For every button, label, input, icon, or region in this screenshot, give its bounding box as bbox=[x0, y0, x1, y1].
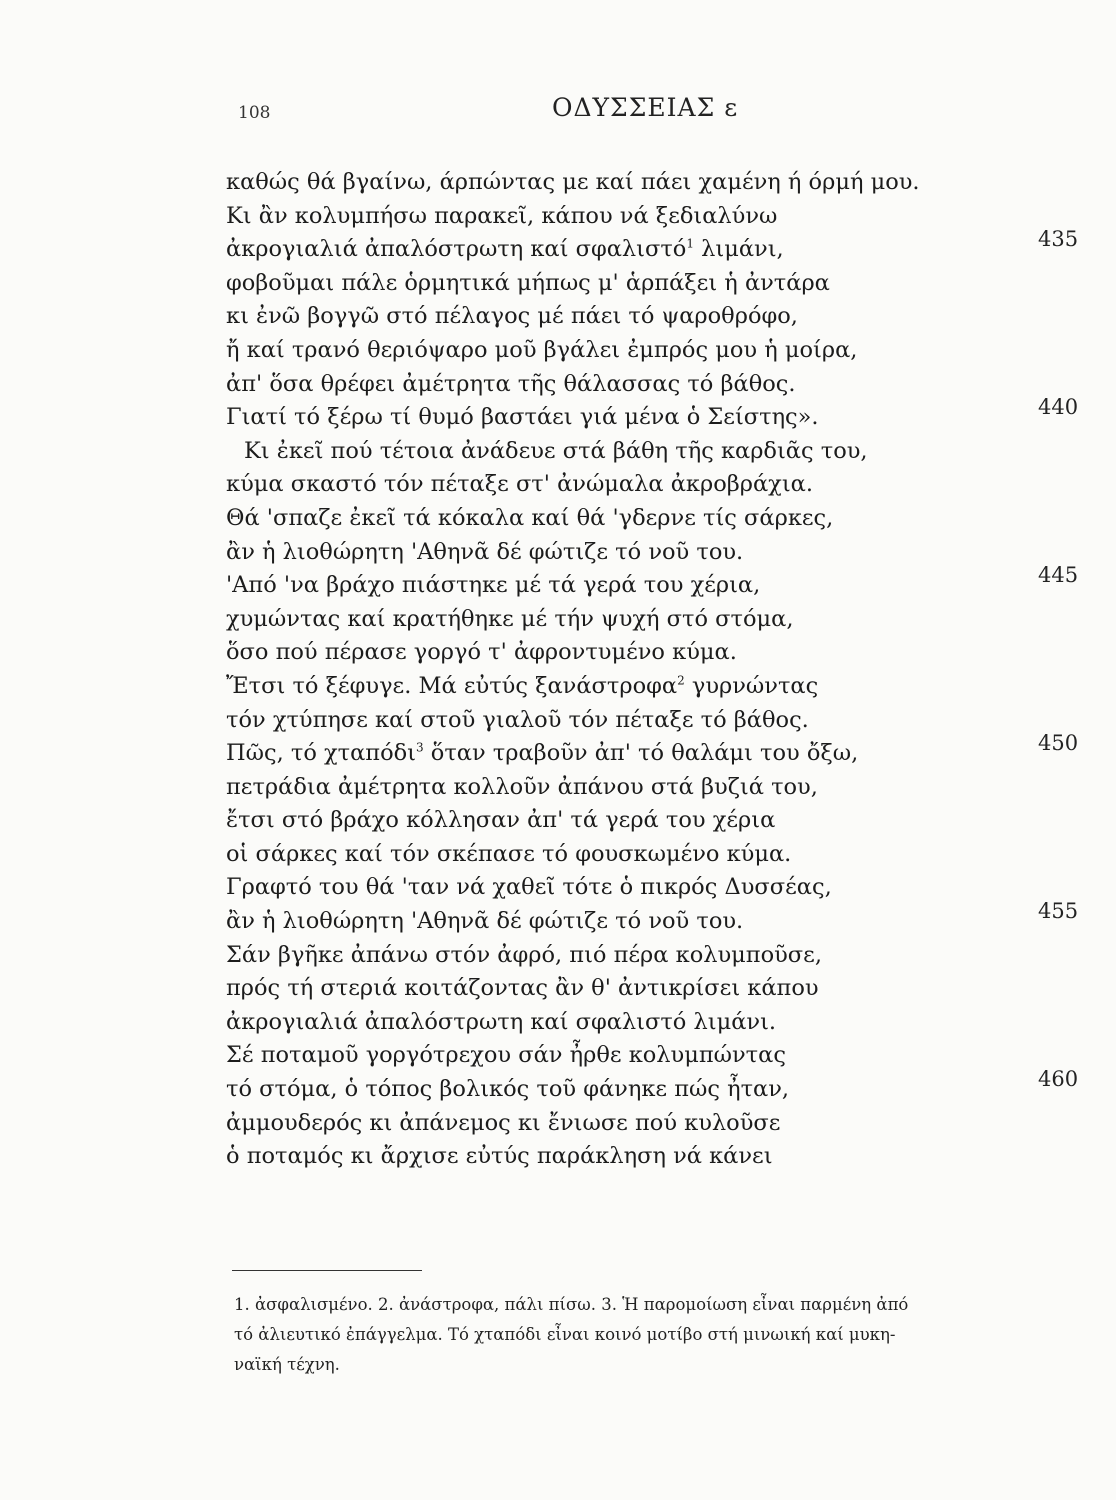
verse-number: 435 bbox=[1038, 227, 1079, 252]
verse-main: ὅσο πού πέρασε γοργό τ' ἀφροντυμένο κύμα. bbox=[226, 639, 737, 666]
verse-line bbox=[226, 200, 1106, 234]
verse-main: ἂν ἡ λιοθώρητη 'Αθηνᾶ δέ φώτιζε τό νοῦ του. bbox=[226, 908, 744, 935]
verse-line bbox=[226, 166, 1106, 200]
verse-line bbox=[226, 636, 1106, 670]
verse-text bbox=[226, 371, 796, 397]
verse-continuation: ὅταν τραβοῦν ἀπ' τό θαλάμι του ὄξω, bbox=[423, 740, 859, 767]
verse-main: οἱ σάρκες καί τόν σκέπασε τό φουσκωμένο κύμα. bbox=[226, 840, 792, 867]
verse-main: Κι ἐκεῖ πού τέτοια ἀνάδευε στά βάθη τῆς καρδιᾶς του, bbox=[244, 437, 868, 464]
verse-text bbox=[226, 1009, 776, 1035]
verse-line bbox=[226, 731, 1106, 771]
verse-main: τό στόμα, ὁ τόπος βολικός τοῦ φάνηκε πώς ἦταν, bbox=[226, 1076, 790, 1103]
verse-main: ἀμμουδερός κι ἀπάνεμος κι ἔνιωσε πού κυλοῦσε bbox=[226, 1109, 781, 1136]
verse-text bbox=[226, 572, 760, 598]
verse-line bbox=[226, 300, 1106, 334]
verse-line bbox=[226, 804, 1106, 838]
verse-text bbox=[226, 505, 833, 531]
verse-text bbox=[226, 404, 819, 430]
footnote-line: ναϊκή τέχνη. bbox=[234, 1355, 340, 1374]
verse-main: ἀπ' ὅσα θρέφει ἀμέτρητα τῆς θάλασσας τό βάθος. bbox=[226, 370, 796, 397]
verse-text bbox=[226, 841, 791, 867]
verse-text bbox=[226, 169, 920, 195]
verse-main: Πῶς, τό χταπόδι bbox=[226, 740, 416, 767]
verse-text bbox=[226, 539, 743, 565]
footnote-divider bbox=[232, 1270, 422, 1271]
verse-line bbox=[226, 395, 1106, 435]
verse-line bbox=[226, 871, 1106, 905]
verse-main: Σάν βγῆκε ἀπάνω στόν ἀφρό, πιό πέρα κολυμποῦσε, bbox=[226, 941, 822, 968]
verse-main: Γιατί τό ξέρω τί θυμό βαστάει γιά μένα ὁ Σείστης». bbox=[226, 404, 819, 431]
verse-main: Σέ ποταμοῦ γοργότρεχου σάν ἦρθε κολυμπώντας bbox=[226, 1042, 786, 1069]
verse-text bbox=[226, 874, 832, 900]
verse-text bbox=[226, 471, 813, 497]
verse-line bbox=[226, 536, 1106, 570]
verse-text bbox=[226, 1110, 780, 1136]
verse-line bbox=[226, 502, 1106, 536]
poem-text bbox=[226, 166, 1106, 1174]
verse-line bbox=[226, 1140, 1106, 1174]
verse-text bbox=[226, 807, 775, 833]
verse-line bbox=[226, 267, 1106, 301]
verse-text bbox=[226, 606, 794, 632]
verse-main: ἔτσι στό βράχο κόλλησαν ἀπ' τά γερά του χέρια bbox=[226, 807, 776, 834]
verse-main: 'Από 'να βράχο πιάστηκε μέ τά γερά του χέρια, bbox=[226, 572, 761, 599]
footnote-marker: 2 bbox=[677, 673, 685, 688]
verse-main: πρός τή στεριά κοιτάζοντας ἂν θ' ἀντικρίσει κάπου bbox=[226, 975, 819, 1002]
verse-main: πετράδια ἀμέτρητα κολλοῦν ἀπάνου στά βυζιά του, bbox=[226, 773, 818, 800]
verse-main: ἤ καί τρανό θεριόψαρο μοῦ βγάλει ἐμπρός μου ἡ μοίρα, bbox=[226, 336, 858, 363]
verse-line bbox=[226, 972, 1106, 1006]
verse-text bbox=[226, 774, 818, 800]
verse-main: χυμώντας καί κρατήθηκε μέ τήν ψυχή στό στόμα, bbox=[226, 605, 794, 632]
verse-main: Ἔτσι τό ξέφυγε. Μά εὐτύς ξανάστροφα bbox=[226, 672, 678, 699]
verse-text bbox=[226, 303, 798, 329]
verse-main: φοβοῦμαι πάλε ὁρμητικά μήπως μ' ἁρπάξει ἡ ἀντάρα bbox=[226, 269, 830, 296]
verse-line bbox=[226, 468, 1106, 502]
verse-text bbox=[226, 942, 822, 968]
verse-text bbox=[226, 639, 737, 665]
verse-text bbox=[226, 740, 858, 766]
verse-line bbox=[226, 368, 1106, 402]
verse-text bbox=[226, 438, 868, 464]
verse-main: ἀκρογιαλιά ἀπαλόστρωτη καί σφαλιστό λιμάνι. bbox=[226, 1008, 777, 1035]
verse-line bbox=[226, 771, 1106, 805]
verse-text bbox=[226, 975, 819, 1001]
verse-main: κι ἐνῶ βογγῶ στό πέλαγος μέ πάει τό ψαροθρόφο, bbox=[226, 303, 798, 330]
verse-continuation: λιμάνι, bbox=[693, 236, 784, 263]
verse-number: 450 bbox=[1038, 731, 1079, 756]
verse-main: καθώς θά βγαίνω, άρπώντας με καί πάει χαμένη ή όρμή μου. bbox=[226, 169, 920, 195]
footnote-marker: 3 bbox=[416, 740, 424, 755]
verse-text bbox=[226, 337, 857, 363]
footnote-line: 1. ἀσφαλισμένο. 2. ἀνάστροφα, πάλι πίσω. 3. Ἡ παρομοίωση εἶναι παρμένη ἀπό bbox=[234, 1295, 909, 1314]
verse-main: ἀκρογιαλιά ἀπαλόστρωτη καί σφαλιστό bbox=[226, 236, 687, 263]
verse-number: 445 bbox=[1038, 563, 1079, 588]
verse-line bbox=[226, 899, 1106, 939]
verse-line bbox=[226, 227, 1106, 267]
verse-text bbox=[226, 203, 777, 229]
verse-number: 440 bbox=[1038, 395, 1079, 420]
verse-line bbox=[226, 1067, 1106, 1107]
verse-line bbox=[226, 563, 1106, 603]
verse-line bbox=[226, 704, 1106, 738]
verse-text bbox=[226, 1143, 773, 1169]
verse-number: 455 bbox=[1038, 899, 1079, 924]
footnotes bbox=[234, 1290, 1100, 1380]
verse-main: ἂν ἡ λιοθώρητη 'Αθηνᾶ δέ φώτιζε τό νοῦ του. bbox=[226, 538, 744, 565]
verse-text bbox=[226, 236, 784, 262]
page-number: 108 bbox=[238, 103, 271, 123]
verse-main: Κι ἂν κολυμπήσω παρακεῖ, κάπου νά ξεδιαλύνω bbox=[226, 202, 778, 229]
footnote-marker: 1 bbox=[686, 236, 694, 251]
verse-main: τόν χτύπησε καί στοῦ γιαλοῦ τόν πέταξε τό βάθος. bbox=[226, 706, 809, 733]
verse-line bbox=[226, 435, 1106, 469]
verse-line bbox=[226, 1006, 1106, 1040]
footnote-line: τό ἀλιευτικό ἐπάγγελμα. Τό χταπόδι εἶναι κοινό μοτίβο στή μινωική καί μυκη- bbox=[234, 1325, 896, 1344]
verse-continuation: γυρνώντας bbox=[684, 672, 819, 699]
verse-line bbox=[226, 1107, 1106, 1141]
verse-line bbox=[226, 1039, 1106, 1073]
verse-number: 460 bbox=[1038, 1067, 1079, 1092]
verse-line bbox=[226, 670, 1106, 704]
running-title: ΟΔΥΣΣΕΙΑΣ ε bbox=[552, 93, 739, 122]
verse-text bbox=[226, 673, 818, 699]
verse-text bbox=[226, 1076, 789, 1102]
verse-line bbox=[226, 603, 1106, 637]
verse-line bbox=[226, 334, 1106, 368]
verse-main: Θά 'σπαζε ἐκεῖ τά κόκαλα καί θά 'γδερνε τίς σάρκες, bbox=[226, 504, 834, 531]
verse-text bbox=[226, 270, 830, 296]
verse-main: ὁ ποταμός κι ἄρχισε εὐτύς παράκληση νά κάνει bbox=[226, 1143, 773, 1170]
verse-main: κύμα σκαστό τόν πέταξε στ' ἀνώμαλα ἀκροβράχια. bbox=[226, 471, 813, 498]
verse-main: Γραφτό του θά 'ταν νά χαθεῖ τότε ὁ πικρός Δυσσέας, bbox=[226, 874, 832, 901]
verse-text bbox=[226, 1042, 786, 1068]
verse-text bbox=[226, 908, 743, 934]
verse-line bbox=[226, 939, 1106, 973]
verse-line bbox=[226, 838, 1106, 872]
verse-text bbox=[226, 707, 809, 733]
